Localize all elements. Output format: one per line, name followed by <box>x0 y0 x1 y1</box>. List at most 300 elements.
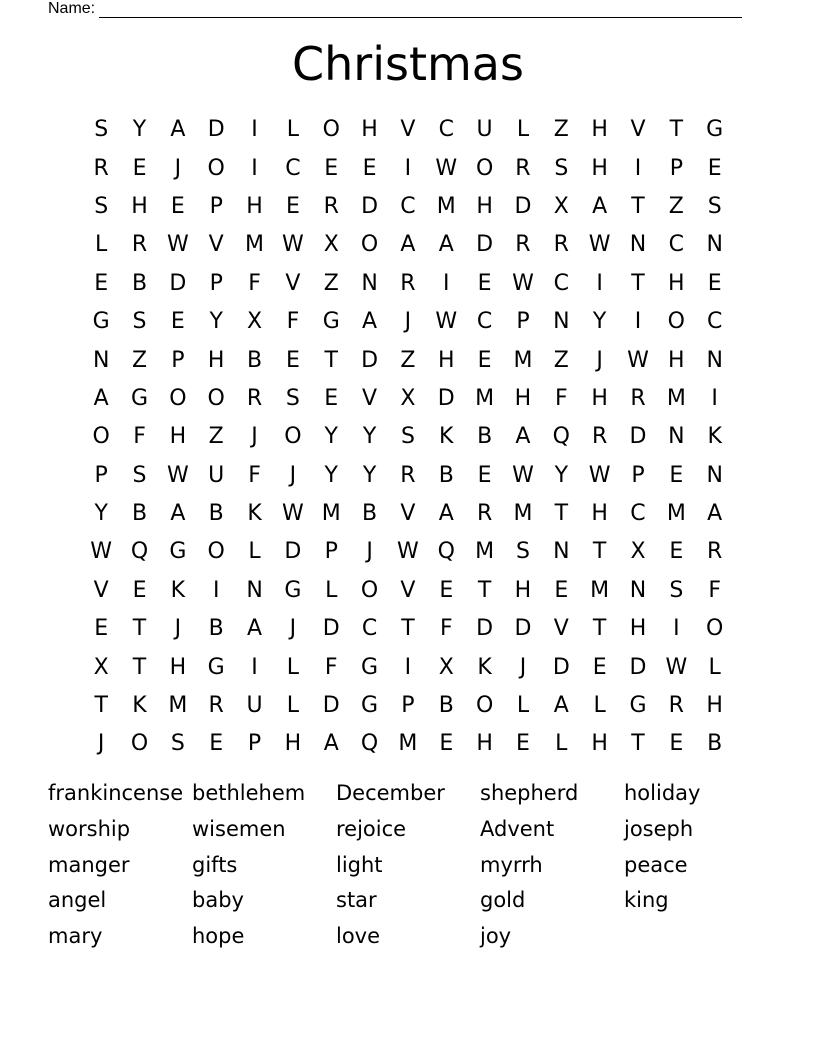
grid-letter: O <box>706 616 724 642</box>
grid-letter: E <box>592 654 607 680</box>
grid-letter: R <box>630 385 646 411</box>
grid-letter: I <box>404 155 412 181</box>
grid-letter: R <box>515 232 531 258</box>
grid-row <box>82 533 734 571</box>
grid-letter: O <box>130 731 149 757</box>
grid-letter: D <box>629 654 647 680</box>
grid-letter: M <box>398 731 418 757</box>
grid-letter: D <box>361 347 379 373</box>
grid-letter: E <box>285 193 300 219</box>
grid-letter: S <box>515 539 530 565</box>
grid-letter: T <box>132 616 147 642</box>
grid-letter: I <box>251 117 258 143</box>
word-list-item: myrrh <box>480 852 543 877</box>
grid-letter: B <box>362 501 378 527</box>
grid-letter: I <box>251 654 258 680</box>
grid-letter: Y <box>132 117 147 143</box>
grid-letter: H <box>591 385 608 411</box>
grid-letter: L <box>555 731 568 757</box>
grid-letter: O <box>169 385 187 411</box>
grid-letter: G <box>92 309 110 335</box>
grid-letter: H <box>207 347 225 373</box>
grid-letter: W <box>397 539 419 565</box>
grid-letter: D <box>207 117 225 143</box>
grid-letter: R <box>591 424 608 450</box>
grid-letter: L <box>286 654 300 680</box>
grid-letter: P <box>669 155 683 181</box>
grid-letter: V <box>285 270 301 296</box>
grid-letter: R <box>131 232 148 258</box>
grid-letter: C <box>706 309 723 335</box>
grid-letter: X <box>93 654 109 680</box>
grid-letter: V <box>630 117 646 143</box>
grid-letter: X <box>400 385 416 411</box>
grid-letter: O <box>475 155 494 181</box>
word-list-item: king <box>624 888 669 913</box>
grid-letter: B <box>208 501 224 527</box>
grid-row <box>82 341 734 379</box>
grid-letter: S <box>669 577 684 603</box>
grid-letter: X <box>323 232 339 258</box>
grid-letter: W <box>588 232 611 258</box>
grid-letter: E <box>362 155 377 181</box>
grid-letter: Z <box>323 270 339 296</box>
grid-letter: B <box>707 731 723 757</box>
grid-letter: M <box>590 577 610 603</box>
grid-letter: H <box>591 501 608 527</box>
grid-letter: E <box>324 155 339 181</box>
grid-letter: P <box>401 693 415 719</box>
grid-letter: U <box>208 462 225 488</box>
word-list-item: December <box>336 781 445 805</box>
grid-letter: Z <box>400 347 416 373</box>
grid-letter: L <box>325 577 338 603</box>
grid-letter: E <box>477 347 492 373</box>
grid-letter: A <box>553 693 569 719</box>
grid-letter: A <box>400 232 416 258</box>
grid-letter: E <box>94 270 109 296</box>
word-list-item: mary <box>48 924 103 949</box>
grid-letter: H <box>591 155 608 181</box>
grid-letter: T <box>631 193 645 219</box>
grid-row <box>82 303 734 341</box>
grid-letter: H <box>668 347 685 373</box>
grid-letter: W <box>512 462 534 488</box>
grid-letter: B <box>208 616 224 642</box>
grid-letter: E <box>94 616 109 642</box>
grid-letter: O <box>284 424 302 450</box>
grid-letter: S <box>132 462 147 488</box>
grid-letter: O <box>322 117 340 143</box>
grid-letter: J <box>97 731 105 757</box>
grid-letter: D <box>514 616 532 642</box>
grid-letter: F <box>248 270 261 296</box>
grid-letter: E <box>707 155 722 181</box>
grid-letter: U <box>246 693 263 719</box>
grid-letter: M <box>666 501 686 527</box>
grid-letter: I <box>443 270 450 296</box>
grid-letter: K <box>707 424 722 450</box>
word-list-item: hope <box>192 924 245 949</box>
grid-letter: W <box>282 232 304 258</box>
grid-letter: J <box>519 654 527 680</box>
grid-letter: I <box>251 155 258 181</box>
grid-letter: K <box>477 654 492 680</box>
grid-letter: S <box>285 385 300 411</box>
grid-row <box>82 380 734 418</box>
grid-letter: Q <box>360 731 379 757</box>
grid-letter: H <box>591 117 608 143</box>
grid-letter: Z <box>553 117 569 143</box>
grid-letter: A <box>592 193 608 219</box>
grid-letter: B <box>438 462 454 488</box>
grid-letter: E <box>209 731 224 757</box>
grid-letter: E <box>170 193 185 219</box>
grid-letter: T <box>631 731 645 757</box>
grid-letter: J <box>289 616 297 642</box>
grid-row <box>82 188 734 226</box>
grid-letter: O <box>360 232 379 258</box>
grid-letter: G <box>169 539 187 565</box>
grid-letter: H <box>476 193 493 219</box>
grid-letter: Y <box>209 309 223 335</box>
grid-letter: P <box>171 347 185 373</box>
grid-letter: R <box>400 270 416 296</box>
grid-letter: Y <box>362 462 377 488</box>
grid-letter: L <box>248 539 261 565</box>
grid-letter: J <box>366 539 373 565</box>
grid-row <box>82 495 734 533</box>
grid-letter: X <box>438 654 454 680</box>
grid-letter: P <box>631 462 645 488</box>
grid-letter: O <box>207 539 225 565</box>
grid-letter: C <box>630 501 646 527</box>
word-list-item: bethlehem <box>192 781 306 805</box>
grid-letter: L <box>95 232 108 258</box>
grid-letter: S <box>707 193 722 219</box>
grid-letter: J <box>251 424 258 450</box>
grid-row <box>82 610 734 648</box>
grid-letter: F <box>708 577 721 603</box>
grid-letter: D <box>169 270 187 296</box>
grid-letter: B <box>131 270 148 296</box>
grid-letter: A <box>707 501 723 527</box>
grid-letter: W <box>282 501 304 527</box>
grid-letter: S <box>170 731 185 757</box>
grid-letter: V <box>93 577 109 603</box>
grid-letter: T <box>631 270 645 296</box>
grid-letter: H <box>668 270 685 296</box>
grid-letter: W <box>166 462 189 488</box>
grid-letter: T <box>401 616 415 642</box>
grid-letter: U <box>476 117 493 143</box>
grid-letter: S <box>554 155 569 181</box>
grid-letter: M <box>513 501 533 527</box>
word-list-item: frankincense <box>48 781 184 805</box>
grid-letter: L <box>593 693 606 719</box>
grid-letter: Z <box>668 193 684 219</box>
grid-letter: B <box>477 424 493 450</box>
grid-row <box>82 265 734 303</box>
grid-letter: N <box>629 577 647 603</box>
grid-letter: R <box>515 155 531 181</box>
grid-letter: X <box>630 539 646 565</box>
grid-letter: T <box>132 654 147 680</box>
grid-letter: G <box>629 693 647 719</box>
word-list-item: peace <box>624 852 688 877</box>
grid-row <box>82 111 734 149</box>
grid-letter: L <box>516 693 530 719</box>
grid-letter: E <box>439 577 454 603</box>
word-list-item: gold <box>480 888 526 913</box>
grid-letter: Q <box>130 539 149 565</box>
word-list-item: Advent <box>480 816 555 841</box>
word-list-item: joseph <box>624 816 694 841</box>
grid-letter: P <box>209 270 223 296</box>
grid-letter: F <box>439 616 453 642</box>
grid-letter: Q <box>437 539 455 565</box>
grid-letter: F <box>133 424 146 450</box>
grid-letter: C <box>553 270 569 296</box>
grid-letter: W <box>512 270 534 296</box>
grid-letter: C <box>285 155 301 181</box>
grid-letter: M <box>436 193 456 219</box>
grid-letter: D <box>322 616 340 642</box>
grid-row <box>82 572 734 610</box>
grid-letter: A <box>170 117 186 143</box>
grid-letter: A <box>247 616 263 642</box>
grid-letter: T <box>592 616 607 642</box>
grid-letter: R <box>93 155 109 181</box>
grid-letter: K <box>439 424 454 450</box>
grid-letter: I <box>212 577 220 603</box>
grid-letter: T <box>592 539 607 565</box>
grid-letter: I <box>404 654 412 680</box>
grid-letter: S <box>94 117 109 143</box>
grid-row <box>82 418 734 456</box>
grid-letter: A <box>438 501 454 527</box>
grid-letter: Y <box>554 462 569 488</box>
grid-letter: T <box>669 117 684 143</box>
grid-letter: Y <box>592 309 607 335</box>
grid-letter: M <box>245 232 265 258</box>
grid-letter: P <box>247 731 262 757</box>
grid-letter: A <box>323 731 339 757</box>
grid-letter: D <box>284 539 302 565</box>
grid-letter: W <box>435 155 458 181</box>
word-list-item: holiday <box>624 781 701 805</box>
grid-letter: L <box>708 654 721 680</box>
grid-letter: Z <box>553 347 569 373</box>
page-title: Christmas <box>292 37 524 91</box>
grid-letter: O <box>207 155 225 181</box>
grid-letter: M <box>475 539 495 565</box>
word-list-item: love <box>336 924 381 949</box>
grid-letter: J <box>289 462 297 488</box>
grid-row <box>82 648 734 686</box>
grid-letter: C <box>438 117 454 143</box>
grid-letter: S <box>132 309 147 335</box>
grid-letter: J <box>404 309 412 335</box>
grid-letter: N <box>92 347 110 373</box>
grid-letter: O <box>92 424 110 450</box>
grid-letter: M <box>513 347 533 373</box>
grid-letter: E <box>132 155 147 181</box>
name-field-row <box>48 0 742 18</box>
grid-letter: P <box>324 539 338 565</box>
grid-letter: H <box>706 693 723 719</box>
grid-letter: A <box>515 424 531 450</box>
grid-letter: C <box>400 193 416 219</box>
grid-letter: J <box>596 347 603 373</box>
grid-letter: B <box>247 347 263 373</box>
grid-letter: G <box>130 385 149 411</box>
grid-row <box>82 457 734 495</box>
grid-letter: H <box>514 385 532 411</box>
grid-letter: F <box>286 309 300 335</box>
grid-letter: Z <box>208 424 224 450</box>
grid-letter: K <box>170 577 186 603</box>
grid-letter: H <box>246 193 263 219</box>
grid-letter: C <box>668 232 685 258</box>
grid-letter: H <box>169 424 187 450</box>
word-list-item: wisemen <box>192 816 286 841</box>
grid-letter: D <box>476 232 494 258</box>
grid-letter: N <box>706 232 723 258</box>
grid-letter: Z <box>131 347 148 373</box>
grid-letter: M <box>168 693 188 719</box>
grid-letter: P <box>209 193 223 219</box>
grid-letter: R <box>476 501 493 527</box>
grid-letter: G <box>284 577 302 603</box>
word-list-item: worship <box>48 816 131 841</box>
grid-letter: H <box>169 654 187 680</box>
grid-letter: R <box>208 693 224 719</box>
grid-letter: N <box>706 462 723 488</box>
grid-letter: Y <box>324 462 338 488</box>
grid-letter: N <box>629 232 647 258</box>
grid-letter: N <box>361 270 378 296</box>
word-list-item: angel <box>48 888 107 913</box>
grid-row <box>82 149 734 187</box>
grid-letter: W <box>665 654 688 680</box>
grid-letter: R <box>400 462 416 488</box>
grid-letter: R <box>668 693 684 719</box>
grid-letter: W <box>166 232 189 258</box>
grid-letter: B <box>131 501 148 527</box>
grid-row <box>82 687 734 725</box>
word-list-item: shepherd <box>480 781 579 805</box>
grid-letter: V <box>400 577 416 603</box>
grid-letter: W <box>435 309 458 335</box>
grid-letter: C <box>361 616 378 642</box>
grid-letter: T <box>477 577 492 603</box>
grid-letter: H <box>629 616 647 642</box>
word-list-item: joy <box>480 924 512 949</box>
grid-letter: S <box>400 424 415 450</box>
grid-letter: L <box>516 117 530 143</box>
grid-letter: I <box>711 385 718 411</box>
grid-letter: L <box>286 693 300 719</box>
grid-letter: I <box>634 309 642 335</box>
grid-letter: K <box>247 501 262 527</box>
grid-letter: V <box>208 232 224 258</box>
grid-letter: R <box>323 193 339 219</box>
grid-letter: N <box>706 347 723 373</box>
grid-letter: W <box>627 347 649 373</box>
grid-letter: H <box>476 731 493 757</box>
grid-letter: W <box>588 462 611 488</box>
grid-letter: L <box>286 117 300 143</box>
grid-letter: T <box>94 693 108 719</box>
word-list-item: star <box>336 888 377 913</box>
grid-letter: J <box>174 155 182 181</box>
grid-letter: I <box>634 155 642 181</box>
word-list-item: manger <box>48 852 130 877</box>
grid-letter: H <box>131 193 148 219</box>
grid-letter: V <box>400 501 416 527</box>
letter-grid <box>82 111 734 764</box>
grid-letter: T <box>324 347 338 373</box>
grid-letter: E <box>324 385 339 411</box>
grid-letter: G <box>207 654 225 680</box>
grid-letter: X <box>247 309 263 335</box>
grid-letter: E <box>669 539 684 565</box>
grid-letter: E <box>669 731 684 757</box>
grid-row <box>82 725 734 763</box>
grid-letter: E <box>477 462 492 488</box>
grid-letter: P <box>94 462 108 488</box>
grid-letter: N <box>553 539 570 565</box>
grid-letter: V <box>400 117 416 143</box>
word-list-item: baby <box>192 888 244 913</box>
grid-letter: E <box>477 270 492 296</box>
name-label: Name: <box>48 0 96 17</box>
grid-letter: D <box>629 424 647 450</box>
word-list-item: light <box>336 852 383 877</box>
grid-letter: M <box>666 385 686 411</box>
grid-letter: H <box>591 731 608 757</box>
word-list-item: gifts <box>192 852 238 877</box>
grid-letter: E <box>132 577 147 603</box>
grid-letter: N <box>553 309 570 335</box>
grid-letter: V <box>362 385 378 411</box>
grid-letter: M <box>475 385 495 411</box>
grid-letter: A <box>170 501 186 527</box>
grid-letter: G <box>322 309 340 335</box>
grid-letter: W <box>90 539 113 565</box>
grid-letter: I <box>596 270 603 296</box>
grid-letter: G <box>361 693 379 719</box>
grid-letter: D <box>322 693 340 719</box>
word-list <box>48 776 768 955</box>
name-blank-line[interactable] <box>99 2 742 18</box>
grid-letter: E <box>439 731 454 757</box>
grid-letter: R <box>246 385 263 411</box>
grid-letter: Y <box>362 424 377 450</box>
grid-letter: Y <box>94 501 108 527</box>
grid-letter: R <box>707 539 723 565</box>
grid-letter: O <box>207 385 225 411</box>
grid-letter: H <box>361 117 378 143</box>
grid-letter: A <box>438 232 454 258</box>
grid-letter: H <box>514 577 532 603</box>
grid-letter: N <box>246 577 263 603</box>
grid-letter: Y <box>324 424 338 450</box>
grid-letter: X <box>553 193 569 219</box>
grid-letter: K <box>132 693 147 719</box>
grid-letter: B <box>438 693 454 719</box>
